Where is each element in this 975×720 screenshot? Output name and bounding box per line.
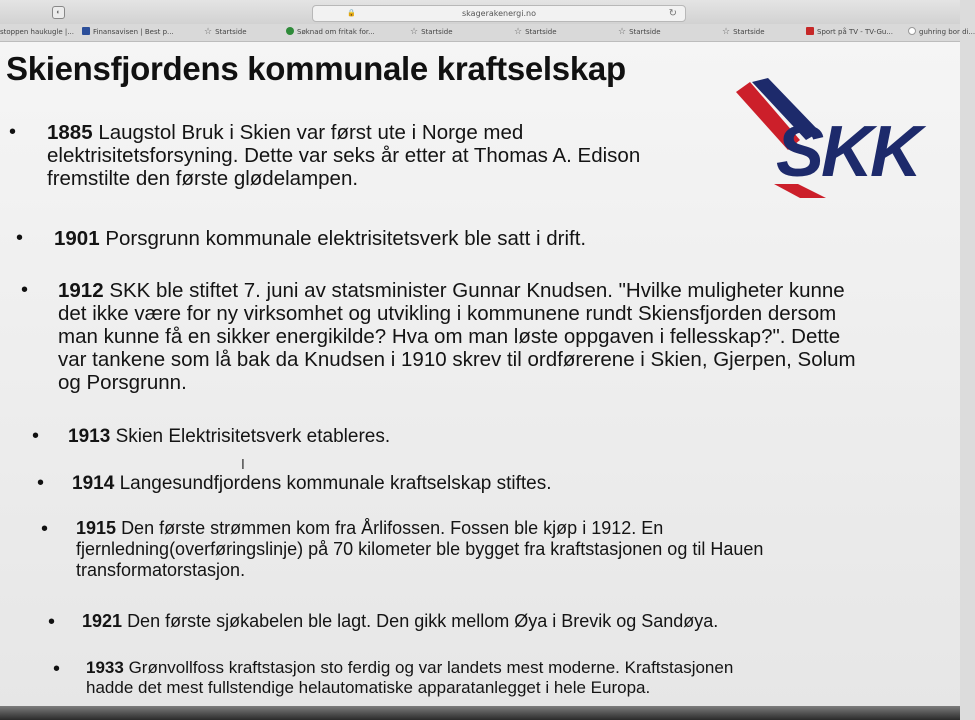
bookmark-item[interactable]	[618, 24, 661, 41]
bookmark-item[interactable]	[0, 24, 74, 41]
entry-text: var tankene som lå bak da Knudsen i 1910 skrev til ordførerene i Skien, Gjerpen, Solum	[58, 348, 856, 371]
star-icon: ☆	[410, 27, 419, 37]
timeline-entry-1921	[48, 611, 719, 633]
entry-text: Den første sjøkabelen ble lagt. Den gikk mellom Øya i Brevik og Sandøya.	[127, 611, 719, 631]
entry-text: Laugstol Bruk i Skien var først ute i Norge med	[98, 121, 524, 144]
bookmark-item[interactable]	[410, 24, 453, 41]
bookmark-label: guhring bor di...	[919, 28, 975, 36]
tv-guide-icon	[806, 27, 814, 35]
lock-icon: 🔒	[347, 9, 356, 17]
bookmark-item[interactable]	[204, 24, 247, 41]
bullet-icon: •	[16, 227, 24, 249]
bullet-icon: •	[21, 279, 29, 301]
privacy-shield-icon[interactable]: ◐	[52, 6, 65, 19]
bookmark-label: Startside	[215, 28, 247, 36]
entry-text: fjernledning(overføringslinje) på 70 kilometer ble bygget fra kraftstasjonen og til Hauen	[76, 539, 764, 559]
entry-text: Grønvollfoss kraftstasjon sto ferdig og var landets mest moderne. Kraftstasjonen	[128, 658, 734, 677]
bullet-icon: •	[37, 472, 45, 494]
star-icon: ☆	[204, 27, 213, 37]
bookmark-item[interactable]	[286, 24, 375, 41]
bookmark-label: Startside	[733, 28, 765, 36]
bullet-icon: •	[32, 425, 40, 447]
entry-text: og Porsgrunn.	[58, 371, 187, 394]
skk-logo	[736, 80, 922, 202]
bookmark-label: Startside	[525, 28, 557, 36]
finansavisen-icon	[82, 27, 90, 35]
bookmark-label: Startside	[421, 28, 453, 36]
bullet-icon: •	[41, 518, 49, 540]
timeline-entry-1913	[32, 425, 391, 448]
bookmark-item[interactable]	[82, 24, 174, 41]
entry-text: elektrisitetsforsyning. Dette var seks år etter at Thomas A. Edison	[47, 144, 641, 167]
bullet-icon: •	[9, 121, 17, 143]
timeline-entry-1914	[37, 472, 552, 495]
timeline-entry-1915	[41, 518, 764, 581]
star-icon: ☆	[618, 27, 627, 37]
entry-year: 1912	[58, 279, 104, 302]
entry-text: Den første strømmen kom fra Årlifossen. Fossen ble kjøp i 1912. En	[121, 518, 664, 538]
entry-text: det ikke være for ny virksomhet og utvikling i kommunene rundt Skiensfjorden dersom	[58, 302, 837, 325]
bookmark-label: stoppen haukugle |...	[0, 28, 74, 36]
entry-text: Porsgrunn kommunale elektrisitetsverk ble satt i drift.	[105, 227, 587, 250]
entry-text: transformatorstasjon.	[76, 560, 246, 580]
browser-toolbar	[0, 0, 960, 24]
entry-text: Skien Elektrisitetsverk etableres.	[115, 426, 391, 447]
site-icon	[286, 27, 294, 35]
address-bar-url: skagerakenergi.no	[462, 9, 536, 18]
entry-year: 1885	[47, 121, 93, 144]
page-title: Skiensfjordens kommunale kraftselskap	[6, 50, 626, 87]
screen-bezel	[0, 706, 960, 720]
entry-text: hadde det mest fullstendige helautomatiske apparatanlegget i hele Europa.	[86, 678, 651, 697]
bookmark-label: Søknad om fritak for...	[297, 28, 375, 36]
entry-year: 1933	[86, 658, 124, 677]
text-cursor-icon: I	[241, 458, 245, 473]
reload-icon[interactable]: ↻	[668, 8, 677, 19]
entry-text: man kunne få en sikker energikilde? Hva om man løste oppgaven i fellesskap?". Dette	[58, 325, 841, 348]
bookmark-label: Sport på TV - TV-Gu...	[817, 28, 893, 36]
entry-year: 1901	[54, 227, 100, 250]
entry-text: fremstilte den første glødelampen.	[47, 167, 359, 190]
star-icon: ☆	[722, 27, 731, 37]
bookmark-item[interactable]	[722, 24, 765, 41]
timeline-entry-1933	[53, 658, 734, 698]
entry-year: 1913	[68, 426, 111, 447]
bookmark-item[interactable]	[806, 24, 893, 41]
bullet-icon: •	[48, 611, 56, 633]
bookmark-label: Startside	[629, 28, 661, 36]
bookmark-label: Finansavisen | Best p...	[93, 28, 174, 36]
timeline-entry-1885	[9, 121, 641, 190]
svg-text:SKK: SKK	[776, 112, 920, 192]
entry-year: 1921	[82, 611, 123, 631]
timeline-entry-1901	[16, 227, 587, 250]
timeline-entry-1912	[21, 279, 856, 394]
bookmark-item[interactable]	[514, 24, 557, 41]
bookmark-item[interactable]	[908, 24, 975, 41]
entry-year: 1915	[76, 518, 117, 538]
star-icon: ☆	[514, 27, 523, 37]
google-icon	[908, 27, 916, 35]
bullet-icon: •	[53, 658, 61, 680]
entry-text: Langesundfjordens kommunale kraftselskap stiftes.	[119, 473, 552, 494]
address-bar[interactable]	[312, 5, 686, 22]
bookmarks-bar	[0, 24, 975, 42]
entry-year: 1914	[72, 473, 115, 494]
entry-text: SKK ble stiftet 7. juni av statsminister Gunnar Knudsen. "Hvilke muligheter kunne	[109, 279, 845, 302]
